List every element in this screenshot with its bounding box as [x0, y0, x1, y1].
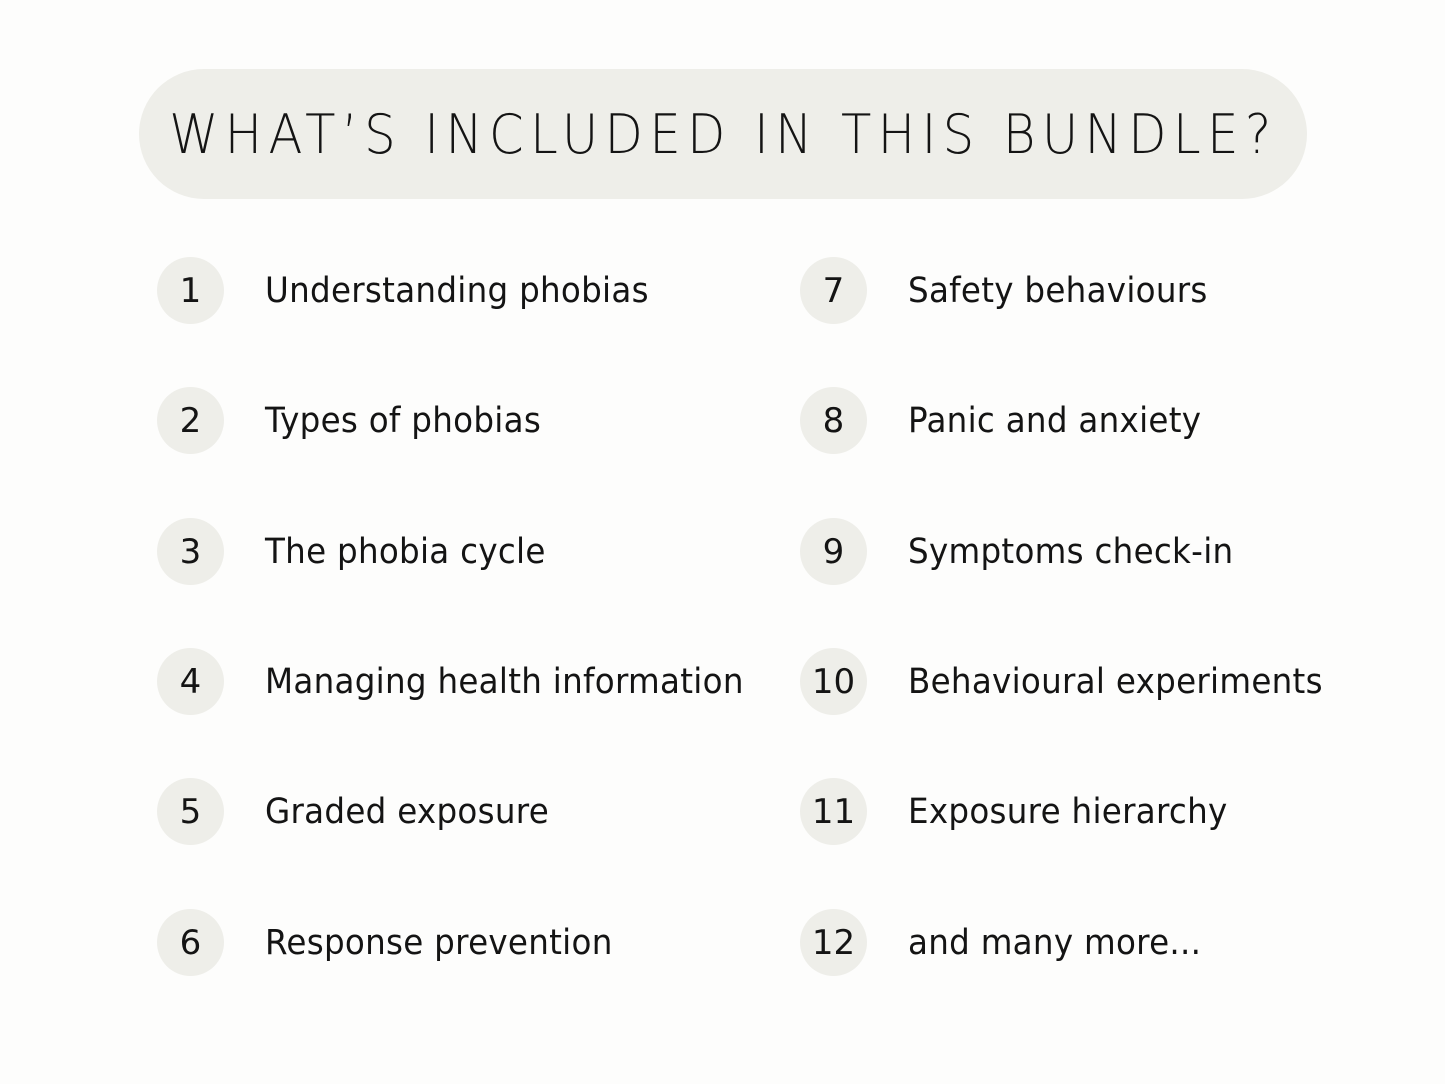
list-item [157, 778, 570, 845]
list-item [800, 387, 1223, 454]
list-item [157, 387, 562, 454]
item-label: Behavioural experiments [908, 661, 1323, 702]
list-item [800, 257, 1230, 324]
list-item [800, 778, 1252, 845]
item-label: Types of phobias [265, 400, 542, 441]
item-label: Symptoms check-in [908, 531, 1234, 572]
list-item [157, 648, 780, 715]
page-title: WHAT’S INCLUDED IN THIS BUNDLE? [168, 102, 1278, 166]
item-label: Panic and anxiety [908, 400, 1202, 441]
list-item [800, 648, 1354, 715]
list-item [800, 909, 1223, 976]
item-label: Understanding phobias [265, 270, 649, 311]
item-number-badge: 8 [800, 387, 867, 454]
item-label: Managing health information [265, 661, 744, 702]
item-label: Exposure hierarchy [908, 791, 1228, 832]
item-number-badge: 5 [157, 778, 224, 845]
item-number-badge: 11 [800, 778, 867, 845]
title-banner [139, 69, 1307, 199]
list-item [157, 257, 678, 324]
item-label: Response prevention [265, 922, 613, 963]
item-number-badge: 12 [800, 909, 867, 976]
item-number-badge: 6 [157, 909, 224, 976]
item-number-badge: 4 [157, 648, 224, 715]
item-label: Graded exposure [265, 791, 550, 832]
list-item [157, 518, 567, 585]
item-number-badge: 10 [800, 648, 867, 715]
item-number-badge: 2 [157, 387, 224, 454]
list-item [800, 518, 1258, 585]
list-item [157, 909, 639, 976]
item-label: and many more... [908, 922, 1202, 963]
item-number-badge: 9 [800, 518, 867, 585]
item-label: The phobia cycle [265, 531, 546, 572]
item-number-badge: 7 [800, 257, 867, 324]
item-number-badge: 3 [157, 518, 224, 585]
item-number-badge: 1 [157, 257, 224, 324]
item-label: Safety behaviours [908, 270, 1208, 311]
